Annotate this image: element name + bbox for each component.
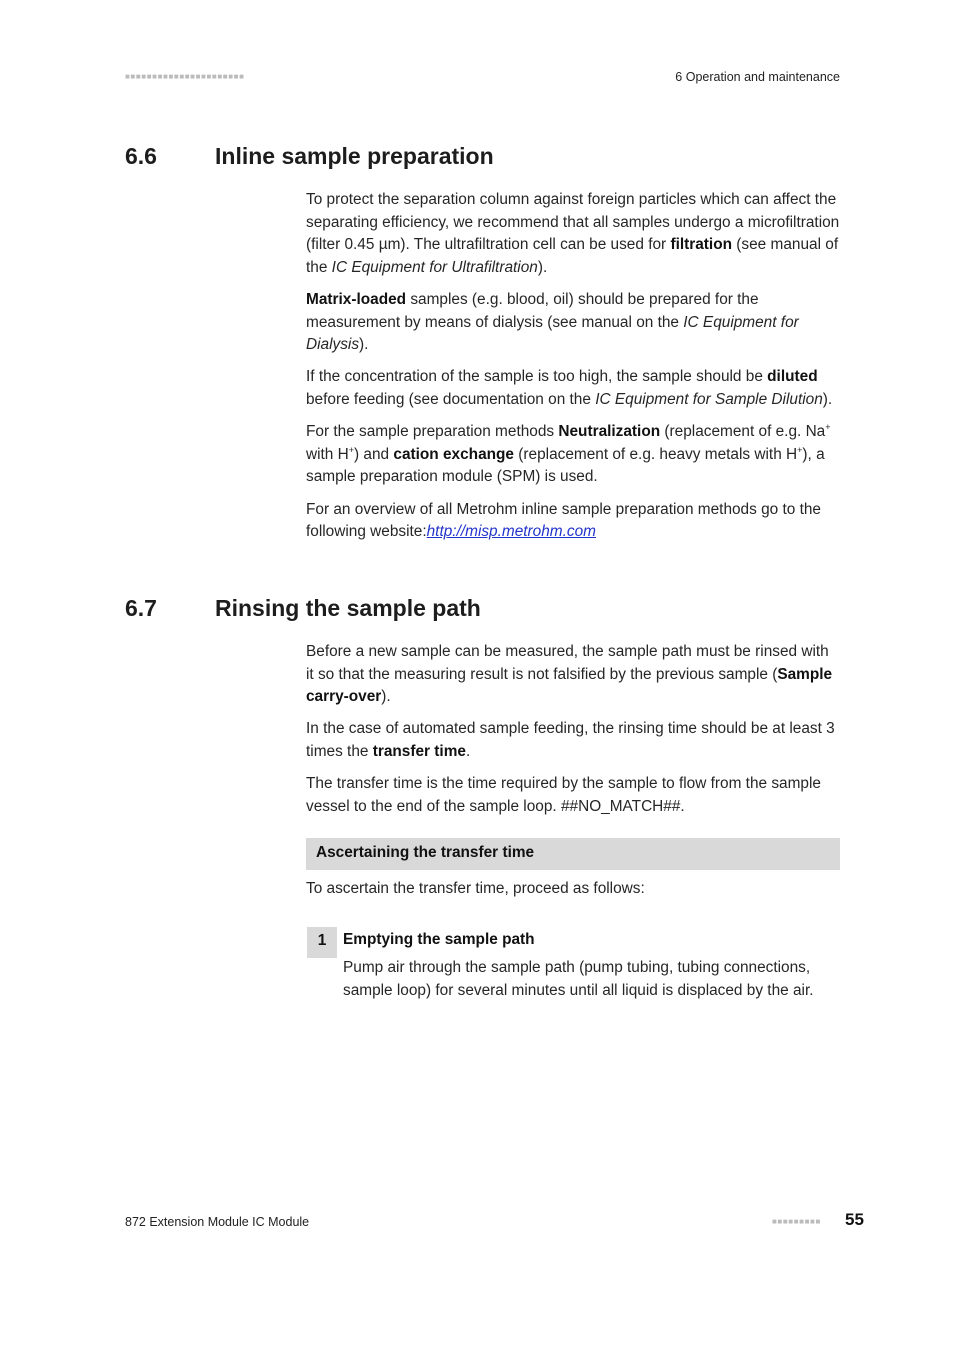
page-number: 55 xyxy=(845,1210,864,1229)
section-6-6-body xyxy=(306,189,840,553)
subheading-transfer-time: Ascertaining the transfer time xyxy=(306,838,840,870)
paragraph: Matrix-loaded samples (e.g. blood, oil) should be prepared for the measurement by means of dialysis (see manual on the IC Equipment for Dialysis). xyxy=(306,290,799,354)
paragraph: Before a new sample can be measured, the sample path must be rinsed with it so that the measuring result is not falsified by the previous sample (Sample carry-over). xyxy=(306,643,833,706)
section-6-6-title: Inline sample preparation xyxy=(215,143,494,169)
footer-document-title: 872 Extension Module IC Module xyxy=(125,1215,310,1229)
section-6-7-title: Rinsing the sample path xyxy=(215,595,481,621)
header-chapter: 6 Operation and maintenance xyxy=(675,70,840,84)
paragraph: The transfer time is the time required by the sample to flow from the sample vessel to the end of the sample loop. ##NO_MATCH##. xyxy=(306,775,821,815)
paragraph: In the case of automated sample feeding, the rinsing time should be at least 3 times the transfer time. xyxy=(306,720,835,760)
header-decoration: ■■■■■■■■■■■■■■■■■■■■■■ xyxy=(125,72,245,81)
step-title: Emptying the sample path xyxy=(343,931,535,948)
paragraph: To protect the separation column against foreign particles which can affect the separating efficiency, we recommend that all samples undergo a microfiltration (filter 0.45 µm). The ultrafiltration cell can be used for filtration (see manual of the IC Equipment for Ultrafiltration). xyxy=(306,191,840,276)
section-6-7-number: 6.7 xyxy=(125,595,157,621)
section-6-7-body xyxy=(306,641,840,828)
step-number-badge: 1 xyxy=(307,927,337,958)
section-6-6-number: 6.6 xyxy=(125,143,157,169)
paragraph: If the concentration of the sample is too high, the sample should be diluted before feeding (see documentation on the IC Equipment for Sample Dilution). xyxy=(306,368,833,408)
paragraph: For an overview of all Metrohm inline sample preparation methods go to the following website:http://misp.metrohm.com xyxy=(306,500,821,541)
paragraph: For the sample preparation methods Neutralization (replacement of e.g. Na+ with H+) and cation exchange (replacement of e.g. heavy metals with H+), a sample preparation module (SPM) is used. xyxy=(306,422,831,486)
procedure-intro: To ascertain the transfer time, proceed as follows: xyxy=(306,880,645,897)
metrohm-misp-link[interactable]: http://misp.metrohm.com xyxy=(426,523,596,541)
footer-decoration: ■■■■■■■■■ xyxy=(772,1217,821,1226)
step-description: Pump air through the sample path (pump tubing, tubing connections, sample loop) for several minutes until all liquid is displaced by the air. xyxy=(343,959,814,999)
